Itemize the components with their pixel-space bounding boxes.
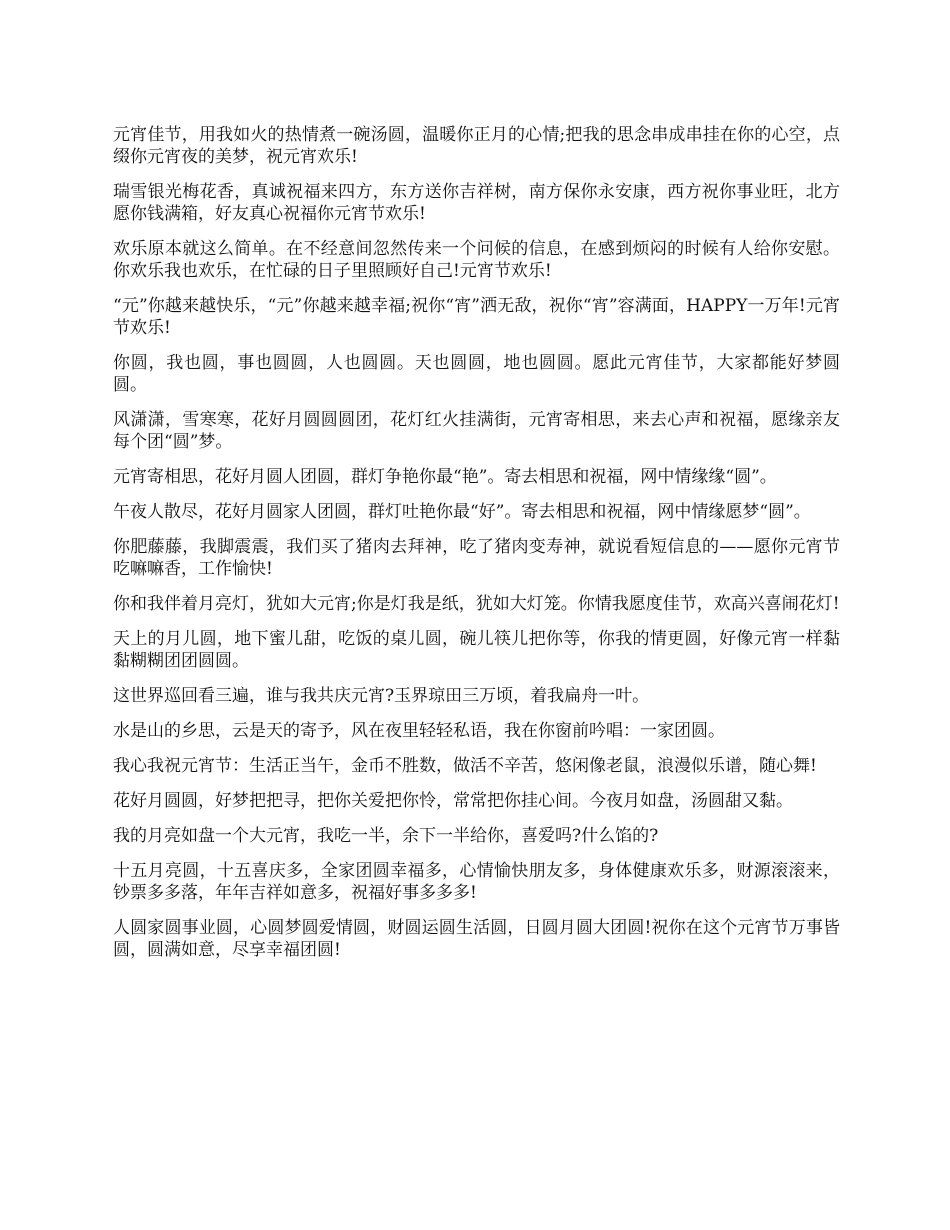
- paragraph-8: 午夜人散尽，花好月圆家人团圆，群灯吐艳你最“好”。寄去相思和祝福，网中情缘愿梦“圆”。: [113, 502, 811, 522]
- paragraph-9: 你肥藤藤，我脚震震，我们买了猪肉去拜神，吃了猪肉变寿神，就说看短信息的——愿你元宵节吃嘛嘛香，工作愉快!: [113, 537, 840, 579]
- paragraph-17: 十五月亮圆，十五喜庆多，全家团圆幸福多，心情愉快朋友多，身体健康欢乐多，财源滚滚来，钞票多多落，年年吉祥如意多，祝福好事多多多!: [113, 861, 840, 903]
- paragraph-13: 水是山的乡思，云是天的寄予，风在夜里轻轻私语，我在你窗前吟唱：一家团圆。: [113, 721, 725, 741]
- paragraph-16: 我的月亮如盘一个大元宵，我吃一半，余下一半给你，喜爱吗?什么馅的?: [113, 826, 659, 846]
- paragraph-18: 人圆家圆事业圆，心圆梦圆爱情圆，财圆运圆生活圆，日圆月圆大团圆!祝你在这个元宵节万事皆圆，圆满如意，尽享幸福团圆!: [113, 918, 840, 960]
- document-body: [113, 124, 840, 974]
- paragraph-2: 瑞雪银光梅花香，真诚祝福来四方，东方送你吉祥树，南方保你永安康，西方祝你事业旺，北方愿你钱满箱，好友真心祝福你元宵节欢乐!: [113, 182, 840, 224]
- paragraph-12: 这世界巡回看三遍，谁与我共庆元宵?玉界琼田三万顷，着我扁舟一叶。: [113, 686, 650, 706]
- paragraph-5: 你圆，我也圆，事也圆圆，人也圆圆。天也圆圆，地也圆圆。愿此元宵佳节，大家都能好梦圆圆。: [113, 353, 840, 395]
- paragraph-3: 欢乐原本就这么简单。在不经意间忽然传来一个问候的信息，在感到烦闷的时候有人给你安慰。你欢乐我也欢乐，在忙碌的日子里照顾好自己!元宵节欢乐!: [113, 239, 840, 281]
- paragraph-15: 花好月圆圆，好梦把把寻，把你关爱把你怜，常常把你挂心间。今夜月如盘，汤圆甜又黏。: [113, 791, 793, 811]
- paragraph-10: 你和我伴着月亮灯，犹如大元宵;你是灯我是纸，犹如大灯笼。你情我愿度佳节，欢高兴喜闹花灯!: [113, 594, 840, 614]
- paragraph-7: 元宵寄相思，花好月圆人团圆，群灯争艳你最“艳”。寄去相思和祝福，网中情缘缘“圆”。: [113, 467, 777, 487]
- paragraph-6: 风潇潇，雪寒寒，花好月圆圆圆团，花灯红火挂满街，元宵寄相思，来去心声和祝福，愿缘亲友每个团“圆”梦。: [113, 410, 840, 452]
- paragraph-11: 天上的月儿圆，地下蜜儿甜，吃饭的桌儿圆，碗儿筷儿把你等，你我的情更圆，好像元宵一样黏黏糊糊团团圆圆。: [113, 629, 840, 671]
- paragraph-14: 我心我祝元宵节：生活正当午，金币不胜数，做活不辛苦，悠闲像老鼠，浪漫似乐谱，随心舞!: [113, 756, 817, 776]
- paragraph-4: “元”你越来越快乐，“元”你越来越幸福;祝你“宵”洒无敌，祝你“宵”容满面，HAPPY一万年!元宵节欢乐!: [113, 296, 840, 338]
- paragraph-1: 元宵佳节，用我如火的热情煮一碗汤圆，温暖你正月的心情;把我的思念串成串挂在你的心空，点缀你元宵夜的美梦，祝元宵欢乐!: [113, 125, 840, 167]
